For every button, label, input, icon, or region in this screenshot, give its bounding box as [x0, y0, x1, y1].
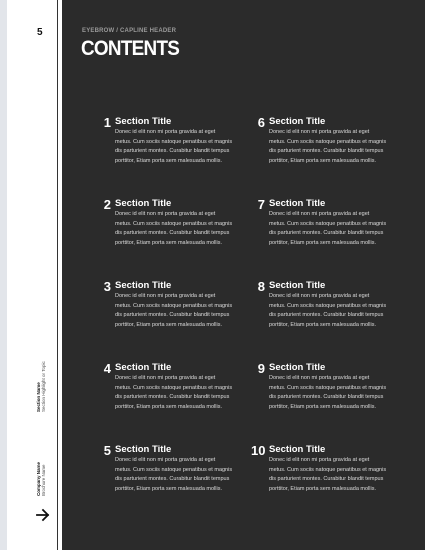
section-number: 7 — [257, 197, 265, 212]
section-title: Section Title — [269, 116, 326, 127]
section-number: 3 — [103, 279, 111, 294]
section-description: Donec id elit non mi porta gravida at eget metus. Cum sociis natoque penatibus et magnis dis parturient montes. Curabitur blandit tempus porttitor, Etiam porta sem malesuada mollis. — [115, 375, 233, 411]
section-title: Section Title — [269, 444, 326, 455]
company-name: Company Name — [36, 461, 41, 496]
section-number: 9 — [257, 361, 265, 376]
page-title: CONTENTS — [81, 37, 180, 60]
section-description: Donec id elit non mi porta gravida at eget metus. Cum sociis natoque penatibus et magnis dis parturient montes. Curabitur blandit tempus porttitor, Etiam porta sem malesuada mollis. — [115, 129, 233, 165]
section-number: 5 — [103, 443, 111, 458]
section-description: Donec id elit non mi porta gravida at eget metus. Cum sociis natoque penatibus et magnis dis parturient montes. Curabitur blandit tempus porttitor, Etiam porta sem malesuada mollis. — [269, 457, 387, 493]
section-title: Section Title — [115, 198, 172, 209]
section-number: 2 — [103, 197, 111, 212]
section-description: Donec id elit non mi porta gravida at eget metus. Cum sociis natoque penatibus et magnis dis parturient montes. Curabitur blandit tempus porttitor, Etiam porta sem malesuada mollis. — [115, 457, 233, 493]
section-title: Section Title — [269, 280, 326, 291]
sidebar-company-label — [37, 462, 47, 496]
section-title: Section Title — [115, 444, 172, 455]
page-number: 5 — [37, 27, 43, 38]
brochure-name: Brochure Name — [40, 464, 46, 496]
section-description: Donec id elit non mi porta gravida at eget metus. Cum sociis natoque penatibus et magnis dis parturient montes. Curabitur blandit tempus porttitor, Etiam porta sem malesuada mollis. — [269, 375, 387, 411]
section-title: Section Title — [115, 116, 172, 127]
section-title: Section Title — [115, 362, 172, 373]
section-title: Section Title — [269, 362, 326, 373]
section-title: Section Title — [269, 198, 326, 209]
section-sub: Section Highlight or Topic — [40, 361, 46, 412]
contents-panel — [62, 0, 425, 550]
section-title: Section Title — [115, 280, 172, 291]
sidebar-rule — [57, 0, 58, 550]
section-number: 8 — [257, 279, 265, 294]
eyebrow-header: EYEBROW / CAPLINE HEADER — [82, 28, 177, 34]
section-name: Section Name — [36, 382, 41, 412]
section-description: Donec id elit non mi porta gravida at eget metus. Cum sociis natoque penatibus et magnis dis parturient montes. Curabitur blandit tempus porttitor, Etiam porta sem malesuada mollis. — [269, 129, 387, 165]
section-description: Donec id elit non mi porta gravida at eget metus. Cum sociis natoque penatibus et magnis dis parturient montes. Curabitur blandit tempus porttitor, Etiam porta sem malesuada mollis. — [269, 211, 387, 247]
section-number: 4 — [103, 361, 111, 376]
page-edge-strip — [0, 0, 7, 550]
section-number: 6 — [257, 115, 265, 130]
section-number: 10 — [251, 443, 266, 458]
sidebar-section-label — [37, 361, 47, 412]
section-description: Donec id elit non mi porta gravida at eget metus. Cum sociis natoque penatibus et magnis dis parturient montes. Curabitur blandit tempus porttitor, Etiam porta sem malesuada mollis. — [115, 211, 233, 247]
section-description: Donec id elit non mi porta gravida at eget metus. Cum sociis natoque penatibus et magnis dis parturient montes. Curabitur blandit tempus porttitor, Etiam porta sem malesuada mollis. — [269, 293, 387, 329]
sidebar — [7, 0, 62, 550]
section-number: 1 — [103, 115, 111, 130]
section-description: Donec id elit non mi porta gravida at eget metus. Cum sociis natoque penatibus et magnis dis parturient montes. Curabitur blandit tempus porttitor, Etiam porta sem malesuada mollis. — [115, 293, 233, 329]
arrow-right-icon[interactable] — [36, 508, 50, 522]
